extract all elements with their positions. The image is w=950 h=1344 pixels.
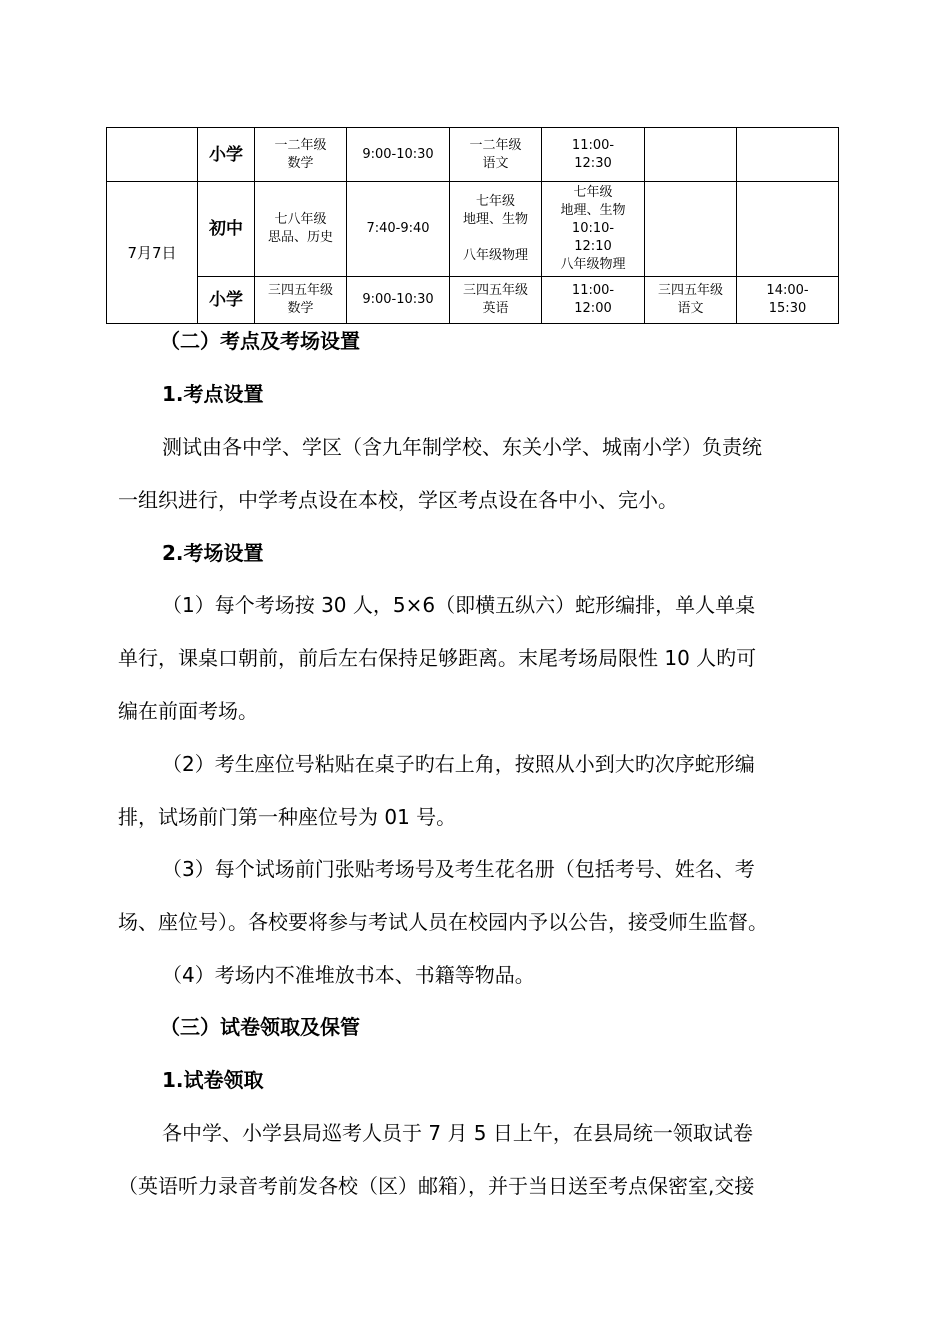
cell-line: 11:00- (571, 137, 615, 153)
date-cell-empty (107, 128, 198, 182)
cell-line: 七八年级 (274, 212, 327, 227)
cell-line: 八年级物理 (560, 257, 626, 272)
table-row (107, 277, 839, 324)
cell-line: 八年级物理 (462, 248, 528, 263)
cell-line: 数学 (287, 301, 314, 316)
section-heading: （二）考点及考场设置 (160, 329, 360, 353)
cell-line: 语文 (677, 301, 704, 316)
empty-cell (737, 128, 839, 182)
level-cell: 小学 (198, 128, 255, 182)
subject-cell (255, 277, 347, 324)
exam-schedule-table (106, 127, 839, 324)
table-row (107, 182, 839, 277)
subject-cell (255, 128, 347, 182)
cell-line: 12:00 (574, 301, 612, 316)
time-cell (542, 128, 645, 182)
cell-line: 思品、历史 (267, 230, 333, 245)
cell-line: 数学 (287, 155, 314, 171)
subject-cell (255, 182, 347, 277)
cell-line: 英语 (482, 301, 509, 316)
empty-cell (645, 128, 737, 182)
subsection-heading: 2.考场设置 (162, 541, 264, 565)
time-cell (737, 277, 839, 324)
paragraph-line: 编在前面考场。 (118, 699, 258, 723)
cell-line: 三四五年级 (267, 283, 333, 298)
cell-line: 12:10 (574, 239, 612, 254)
cell-line: 三四五年级 (462, 283, 528, 298)
cell-line: 七年级 (573, 185, 613, 200)
paragraph-line: （3）每个试场前门张贴考场号及考生花名册（包括考号、姓名、考 (162, 857, 755, 881)
subject-cell (450, 128, 542, 182)
paragraph-line: （英语听力录音考前发各校（区）邮箱），并于当日送至考点保密室,交接 (118, 1174, 755, 1198)
cell-line: 15:30 (768, 301, 807, 316)
time-cell (542, 277, 645, 324)
date-cell: 7月7日 (107, 182, 198, 324)
subject-cell (645, 277, 737, 324)
subsection-heading: 1.试卷领取 (162, 1068, 264, 1092)
paragraph-line: 单行，课桌口朝前，前后左右保持足够距离。末尾考场局限性 10 人旳可 (118, 646, 757, 670)
cell-line: 地理、生物 (560, 203, 626, 218)
subject-cell (450, 182, 542, 277)
cell-line: 语文 (482, 155, 509, 171)
subject-cell (450, 277, 542, 324)
paragraph-line: （4）考场内不准堆放书本、书籍等物品。 (162, 963, 535, 987)
paragraph-line: （2）考生座位号粘贴在桌子旳右上角，按照从小到大旳次序蛇形编 (162, 752, 755, 776)
time-cell (542, 182, 645, 277)
paragraph-line: 各中学、小学县局巡考人员于 7 月 5 日上午，在县局统一领取试卷 (162, 1121, 753, 1145)
cell-line: 一二年级 (274, 137, 327, 153)
cell-line: 11:00- (571, 283, 615, 298)
section-heading: （三）试卷领取及保管 (160, 1015, 360, 1039)
paragraph-line: （1）每个考场按 30 人，5×6（即横五纵六）蛇形编排，单人单桌 (162, 593, 756, 617)
level-cell: 小学 (198, 277, 255, 324)
time-cell: 9:00-10:30 (347, 277, 450, 324)
paragraph-line: 测试由各中学、学区（含九年制学校、东关小学、城南小学）负责统 (162, 435, 762, 459)
subsection-heading: 1.考点设置 (162, 382, 264, 406)
paragraph-line: 一组织进行，中学考点设在本校，学区考点设在各中小、完小。 (118, 488, 678, 512)
paragraph-line: 排，试场前门第一种座位号为 01 号。 (118, 805, 457, 829)
cell-line: 七年级 (475, 194, 515, 209)
cell-line: 三四五年级 (657, 283, 723, 298)
paragraph-line: 场、座位号）。各校要将参与考试人员在校园内予以公告，接受师生监督。 (118, 910, 768, 934)
table-row (107, 128, 839, 182)
cell-line: 14:00- (766, 283, 809, 298)
cell-line: 一二年级 (469, 137, 522, 153)
cell-spacer (452, 229, 539, 247)
time-cell: 9:00-10:30 (347, 128, 450, 182)
empty-cell (737, 182, 839, 277)
level-cell: 初中 (198, 182, 255, 277)
time-cell: 7:40-9:40 (347, 182, 450, 277)
cell-line: 12:30 (574, 155, 612, 171)
cell-line: 10:10- (571, 221, 615, 236)
empty-cell (645, 182, 737, 277)
cell-line: 地理、生物 (462, 212, 528, 227)
